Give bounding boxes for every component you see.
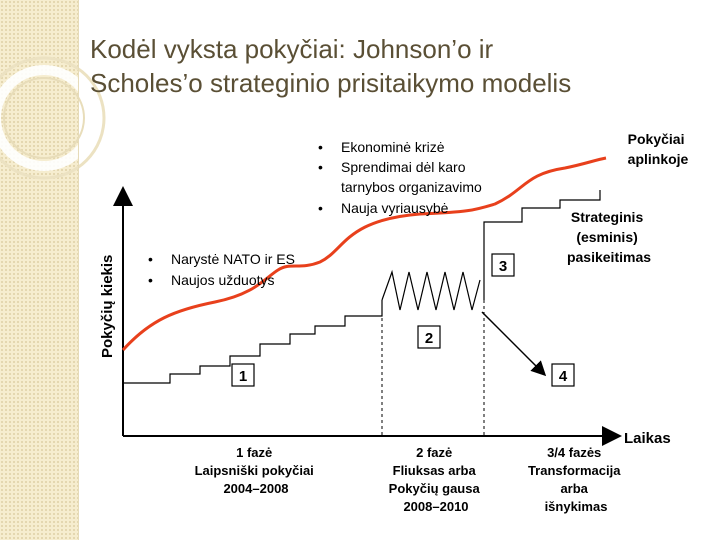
phase-1-caption [195, 445, 318, 496]
box-1-label: 1 [238, 368, 248, 385]
box-3 [492, 254, 514, 276]
x-axis-label: Laikas [624, 430, 671, 447]
flux-zigzag [382, 272, 480, 310]
bullet-dot: • [148, 272, 153, 288]
bullet-item: Sprendimai dėl karo [341, 159, 466, 175]
bullet-item: Nauja vyriausybė [341, 200, 449, 216]
bullet-dot: • [318, 139, 323, 155]
strategic-change-staircase [484, 190, 600, 300]
phase-2-line: 2008–2010 [403, 499, 469, 514]
phase-1-line: 2004–2008 [223, 481, 289, 496]
phase-3-line: arba [560, 481, 588, 496]
phase-3-line: Transformacija [527, 463, 621, 478]
y-axis-label: Pokyčių kiekis [99, 254, 116, 358]
bullet-item-continuation: tarnybos organizavimo [341, 179, 482, 195]
strategic-change-label-line: pasikeitimas [566, 249, 652, 265]
box-4-label: 4 [558, 368, 568, 385]
env-change-label [628, 131, 689, 167]
env-change-label-line: aplinkoje [627, 151, 689, 167]
phase-1-line: 1 fazė [236, 445, 273, 460]
strategic-change-label-line: Strateginis [570, 209, 644, 225]
box-1 [232, 364, 254, 386]
bullets-upper [318, 139, 482, 216]
decline-arrow [482, 312, 544, 374]
env-change-label-line: Pokyčiai [627, 131, 685, 147]
bullet-dot: • [318, 159, 323, 175]
phase-3-line: 3/4 fazės [547, 445, 602, 460]
bullets-lower [148, 251, 295, 288]
box-3-label: 3 [498, 258, 508, 275]
phase-1-line: Laipsniški pokyčiai [194, 463, 314, 478]
phase-2-line: Pokyčių gausa [388, 481, 480, 496]
bullet-item: Naujos užduotys [171, 272, 275, 288]
phase-2-caption [389, 445, 484, 514]
phase-3-line: išnykimas [544, 499, 608, 514]
bullet-dot: • [318, 200, 323, 216]
strategic-change-label [567, 209, 651, 265]
phase-3-caption [528, 445, 624, 514]
phase-2-line: Fliuksas arba [392, 463, 476, 478]
bullet-item: Ekonominė krizė [341, 139, 445, 155]
box-4 [552, 364, 574, 386]
slide-title-line-2: Scholes’o strateginio prisitaikymo modelis [90, 68, 572, 98]
slide-title-line-1: Kodėl vyksta pokyčiai: Johnson’o ir [90, 34, 494, 64]
phase-2-line: 2 fazė [416, 445, 453, 460]
strategic-change-label-line: (esminis) [576, 229, 638, 245]
box-2-label: 2 [424, 330, 434, 347]
bullet-dot: • [148, 251, 153, 267]
box-2 [418, 326, 440, 348]
bullet-item: Narystė NATO ir ES [171, 251, 295, 267]
